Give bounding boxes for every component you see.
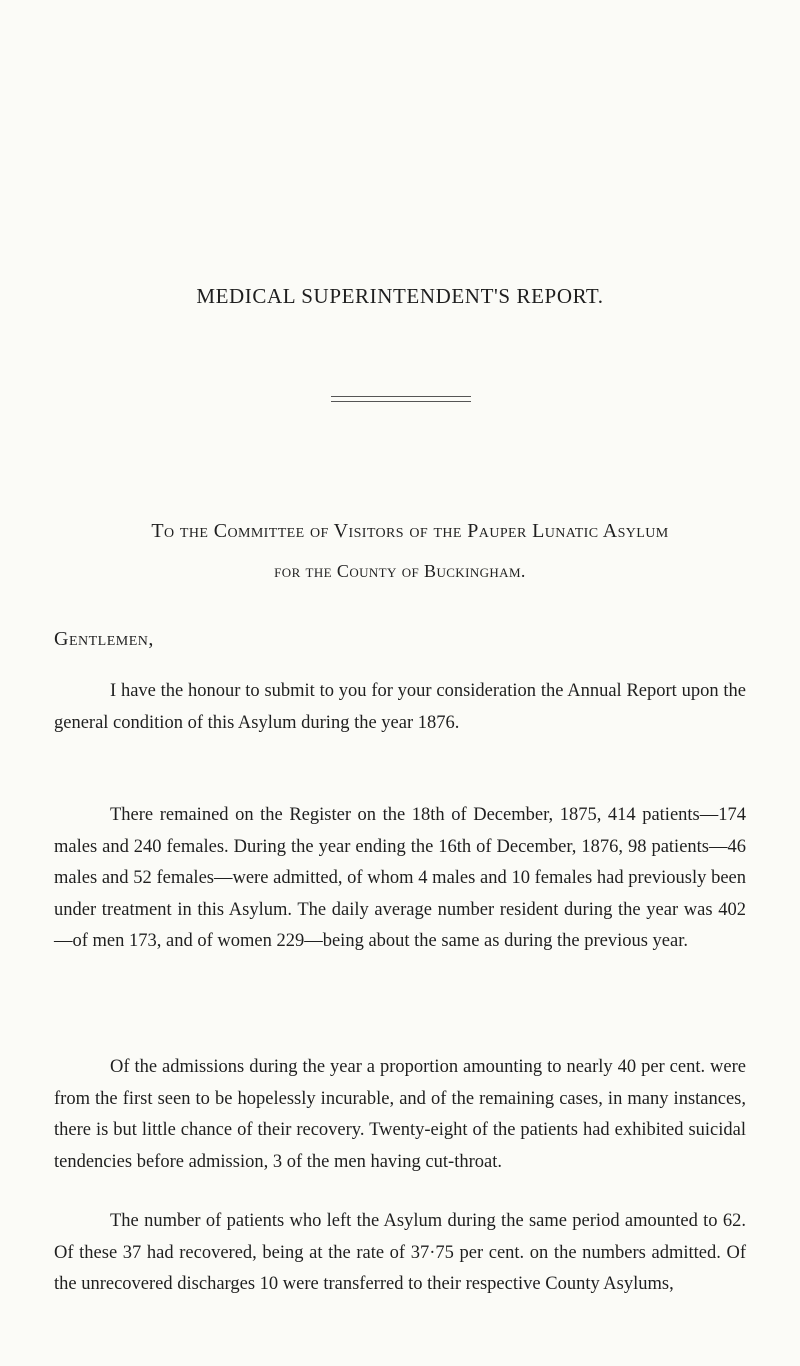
paragraph-2: There remained on the Register on the 18th of December, 1875, 414 patients—174 males and 240 females. During the year ending the 16th of December, 1876, 98 patients—46 males and 52 females—were admitted, of whom 4 males and 10 females had previously been under treatment in this Asylum. The daily average number resident during the year was 402—of men 173, and of women 229—being about the same as during the previous year. xyxy=(54,805,746,952)
paragraph-3: Of the admissions during the year a proportion amounting to nearly 40 per cent. were from the first seen to be hopelessly incurable, and of the remaining cases, in many instances, there is but little chance of their recovery. Twenty-eight of the patients had exhibited suicidal tendencies before admission, 3 of the men having cut-throat. xyxy=(54,1057,746,1172)
address-line-2: for the County of Buckingham. xyxy=(274,561,526,581)
title-double-rule-top xyxy=(331,396,471,397)
paragraph-4: The number of patients who left the Asylum during the same period amounted to 62. Of these 37 had recovered, being at the rate of 37·75 per cent. on the numbers admitted. Of the unrecovered discharges 10 were transferred to their respective County Asylums, xyxy=(54,1211,746,1295)
title-double-rule-bottom xyxy=(331,401,471,402)
report-title: MEDICAL SUPERINTENDENT'S REPORT. xyxy=(196,284,604,308)
address-line-1: To the Committee of Visitors of the Pauper Lunatic Asylum xyxy=(151,520,669,542)
salutation: Gentlemen, xyxy=(54,628,154,650)
paragraph-1: I have the honour to submit to you for your consideration the Annual Report upon the general condition of this Asylum during the year 1876. xyxy=(54,681,746,733)
